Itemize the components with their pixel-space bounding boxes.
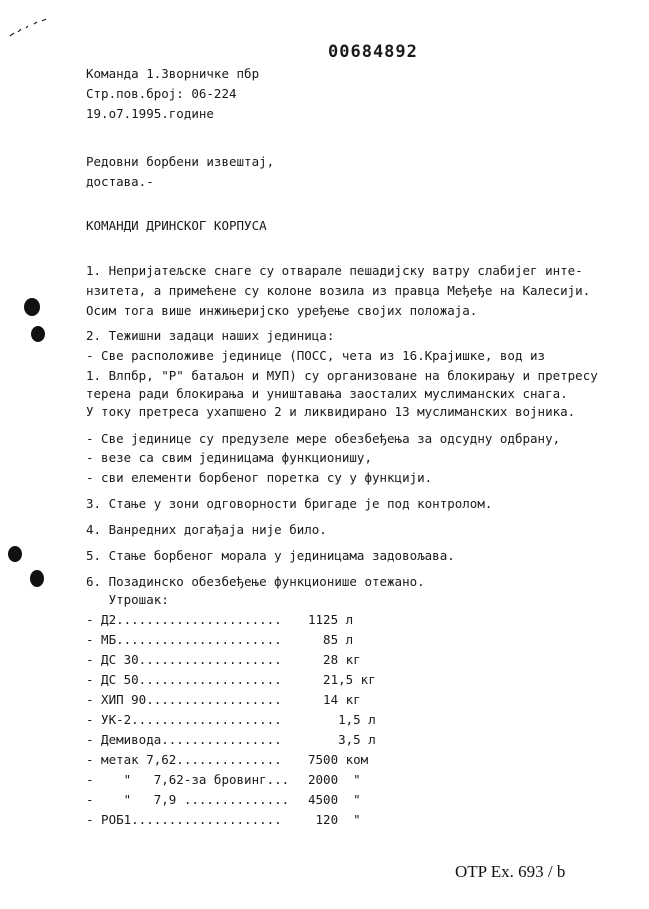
item-value: 1,5 л — [308, 712, 376, 727]
consumption-heading: Утрошак: — [86, 592, 169, 607]
addressee: КОМАНДИ ДРИНСКОГ КОРПУСА — [86, 218, 267, 233]
item-value: 7500 ком — [308, 752, 369, 767]
body-line: 1. Непријатељске снаге су отварале пешадијску ватру слабијег инте- — [86, 263, 583, 278]
item-name: - ДС 30................... — [86, 652, 282, 667]
item-name: - РОБ1.................... — [86, 812, 282, 827]
body-line: - сви елементи борбеног поретка су у функцији. — [86, 470, 433, 485]
subject-line-2: достава.- — [86, 174, 154, 189]
item-name: - Демивода................ — [86, 732, 282, 747]
body-line: У току претреса ухапшено 2 и ликвидирано 13 муслиманских војника. — [86, 404, 576, 419]
body-line: терена ради блокирања и уништавања заосталих муслиманских снага. — [86, 386, 568, 401]
item-value: 4500 " — [308, 792, 361, 807]
header-date: 19.о7.1995.године — [86, 106, 214, 121]
item-name: - " 7,62-за бровинг... — [86, 772, 290, 787]
punch-hole-mark — [30, 570, 44, 587]
item-value: 1125 л — [308, 612, 354, 627]
body-line: 1. Влпбр, "Р" батаљон и МУП) су организоване на блокирању и претресу — [86, 368, 598, 383]
item-name: - МБ...................... — [86, 632, 282, 647]
item-name: - " 7,9 .............. — [86, 792, 290, 807]
item-name: - Д2...................... — [86, 612, 282, 627]
item-name: - метак 7,62.............. — [86, 752, 282, 767]
body-line: - везе са свим јединицама функционишу, — [86, 450, 372, 465]
punch-hole-mark — [8, 546, 22, 562]
item-value: 3,5 л — [308, 732, 376, 747]
punch-hole-mark — [31, 326, 45, 342]
header-reference-number: Стр.пов.број: 06-224 — [86, 86, 237, 101]
body-line: 2. Тежишни задаци наших јединица: — [86, 328, 335, 343]
body-line: - Све расположиве јединице (ПОСС, чета из 16.Крајишке, вод из — [86, 348, 546, 363]
punch-hole-mark — [24, 298, 40, 316]
item-value: 14 кг — [308, 692, 361, 707]
item-value: 120 " — [308, 812, 361, 827]
exhibit-stamp: OTP Ex. 693 / b — [455, 862, 566, 881]
body-line: - Све јединице су предузеле мере обезбеђења за одсудну одбрану, — [86, 431, 561, 446]
item-value: 2000 " — [308, 772, 361, 787]
handwritten-mark — [8, 18, 50, 38]
item-name: - УК-2.................... — [86, 712, 282, 727]
body-line: 4. Ванредних догађаја није било. — [86, 522, 327, 537]
item-name: - ХИП 90.................. — [86, 692, 282, 707]
item-value: 28 кг — [308, 652, 361, 667]
body-line: 3. Стање у зони одговорности бригаде је под контролом. — [86, 496, 493, 511]
item-value: 85 л — [308, 632, 354, 647]
body-line: Осим тога више инжињеријско уређење својих положаја. — [86, 303, 478, 318]
document-number: 00684892 — [328, 42, 418, 62]
header-command: Команда 1.Зворничке пбр — [86, 66, 260, 81]
item-name: - ДС 50................... — [86, 672, 282, 687]
subject-line-1: Редовни борбени извештај, — [86, 154, 275, 169]
body-line: нзитета, а примећене су колоне возила из правца Међеђе на Калесији. — [86, 283, 591, 298]
body-line: 6. Позадинско обезбеђење функционише отежано. — [86, 574, 425, 589]
item-value: 21,5 кг — [308, 672, 376, 687]
body-line: 5. Стање борбеног морала у јединицама задовољава. — [86, 548, 455, 563]
